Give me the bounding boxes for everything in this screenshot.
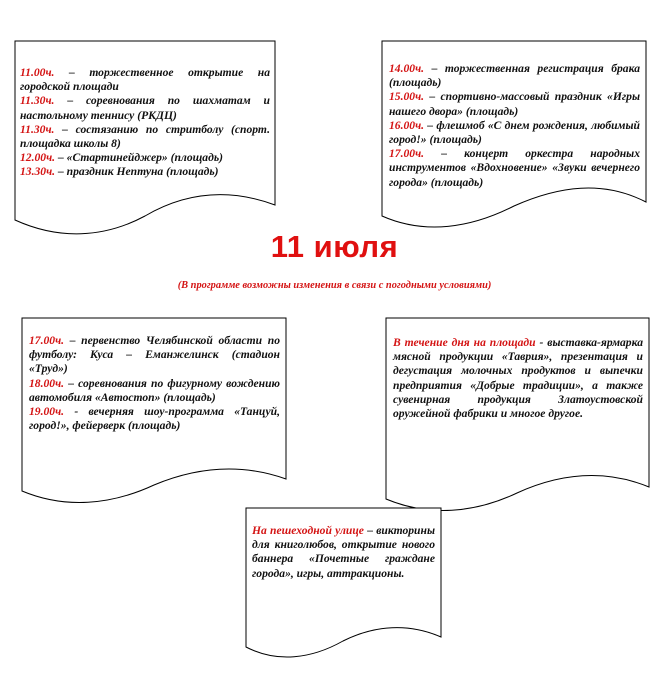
schedule-list (20, 66, 270, 180)
schedule-item: 17.00ч. – концерт оркестра народных инструментов «Вдохновение» «Звуки вечернего города» (площадь) (389, 147, 640, 189)
schedule-card-morning (14, 40, 276, 242)
street-card (245, 507, 442, 667)
schedule-list (389, 62, 640, 190)
schedule-item: 18.00ч. – соревнования по фигурному вождению автомобиля «Автостоп» (площадь) (29, 376, 280, 404)
schedule-item: 13.30ч. – праздник Нептуна (площадь) (20, 165, 219, 179)
fair-lead: В течение дня на площади (393, 336, 536, 349)
schedule-item: 14.00ч. – торжественная регистрация брака (площадь) (389, 62, 640, 90)
schedule-item: 11.30ч. – соревнования по шахматам и настольному теннису (РКДЦ) (20, 94, 270, 122)
schedule-item: 19.00ч. - вечерняя шоу-программа «Танцуй, город!», фейерверк (площадь) (29, 405, 280, 433)
schedule-item: 11.30ч. – состязанию по стритболу (спорт. площадка школы 8) (20, 122, 270, 151)
fair-card (385, 317, 650, 517)
schedule-item: 16.00ч. – флешмоб «С днем рождения, любимый город!» (площадь) (389, 118, 640, 147)
schedule-item: 17.00ч. – первенство Челябинской области по футболу: Куса – Еманжелинск (стадион «Труд») (29, 334, 280, 376)
schedule-item: 11.00ч. – торжественное открытие на городской площади (20, 66, 270, 94)
fair-text: В течение дня на площади - выставка-ярмарка мясной продукции «Таврия», презентация и дегустация молочных продуктов и выпечки предприятия «Добрые традиции», а также сувенирная продукция Златоустовской оружейной фабрики и многое другое. (393, 336, 643, 421)
street-text: На пешеходной улице – викторины для книголюбов, открытие нового баннера «Почетные граждане города», игры, аттракционы. (252, 524, 435, 580)
schedule-item: 12.00ч. – «Стартинейджер» (площадь) (20, 151, 224, 165)
schedule-card-afternoon (381, 40, 647, 236)
page-subtitle: (В программе возможны изменения в связи с погодными условиями) (177, 280, 492, 291)
schedule-list (29, 334, 280, 433)
schedule-item: 15.00ч. – спортивно-массовый праздник «Игры нашего двора» (площадь) (389, 90, 640, 118)
street-lead: На пешеходной улице (252, 524, 364, 537)
page-title: 11 июля (270, 229, 399, 264)
schedule-card-evening (21, 317, 287, 509)
